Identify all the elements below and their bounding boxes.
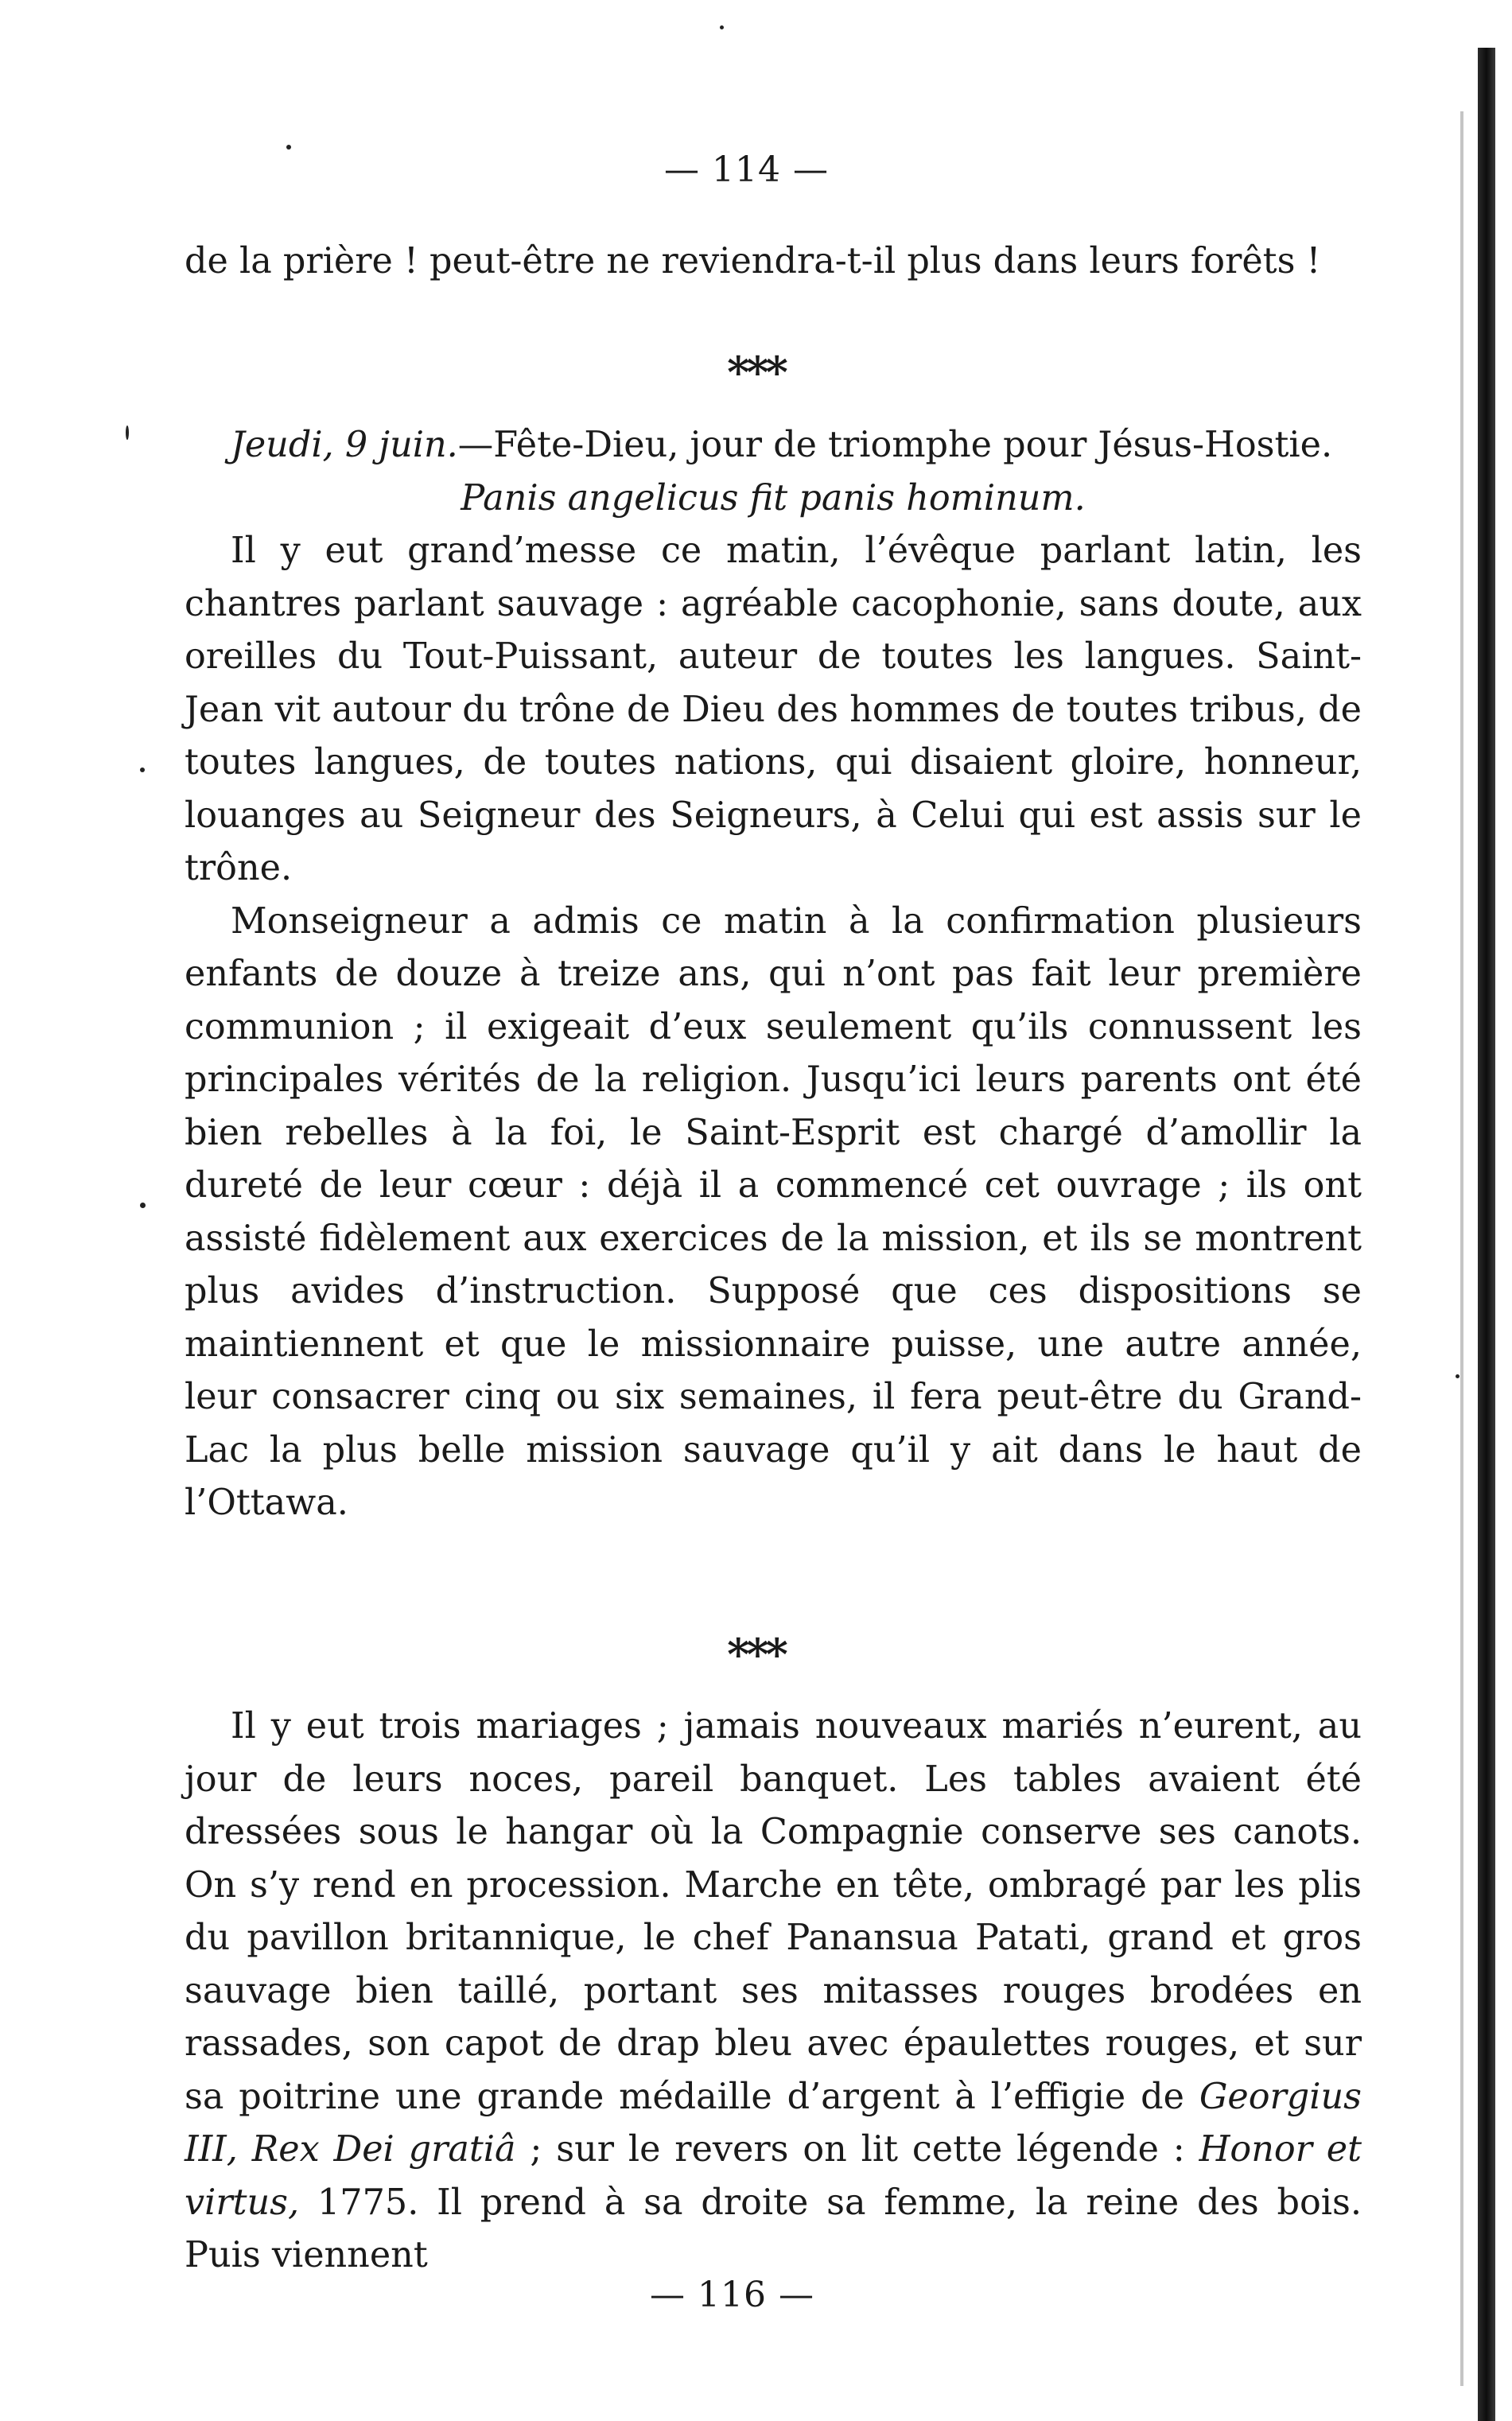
- text-block-mariages: [185, 1700, 1362, 2283]
- asterism-divider-1: [0, 347, 1512, 398]
- medal-legend: Honor et virtus,: [185, 2129, 1362, 2223]
- mariages-text-mid: ; sur le revers on lit cette légende :: [515, 2129, 1199, 2170]
- asterism-text: ***: [727, 1629, 785, 1680]
- print-speck: [720, 25, 724, 29]
- paragraph-confirmation: Monseigneur a admis ce matin à la confirmation plusieurs enfants de douze à treize ans, qui n’ont pas fait leur première communion ; il exigeait d’eux seulement qu’ils connussent les principales vérités de la religion. Jusqu’ici leurs parents ont été bien rebelles à la foi, le Saint-Esprit est chargé d’amollir la dureté de leur cœur : déjà il a commencé cet ouvrage ; ils ont assisté fidèlement aux exercices de la mission, et ils se montrent plus avides d’instruction. Supposé que ces dispositions se maintiennent et que le missionnaire puisse, une autre année, leur consacrer cinq ou six semaines, il fera peut-être du Grand-Lac la plus belle mission sauvage qu’il y ait dans le haut de l’Ottawa.: [185, 900, 1362, 1523]
- text-block-opening: [185, 235, 1362, 289]
- page-number-top: — 114 —: [664, 150, 829, 190]
- asterism-divider-2: [0, 1629, 1512, 1680]
- binding-edge-line: [1460, 111, 1463, 2386]
- date-paragraph: [185, 419, 1362, 472]
- mariages-text-end: 1775. Il prend à sa droite sa femme, la reine des bois. Puis viennent: [185, 2182, 1362, 2275]
- date-label: Jeudi, 9 juin.: [231, 425, 458, 465]
- mariages-text-start: Il y eut trois mariages ; jamais nouveaux mariés n’eurent, au jour de leurs noces, pareil banquet. Les tables avaient été dressées sous le hangar où la Compagnie conserve ses canots. On s’y rend en procession. Marche en tête, ombragé par les plis du pavillon britannique, le chef Panansua Patati, grand et gros sauvage bien taillé, portant ses mitasses rouges brodées en rassades, son capot de drap bleu avec épaulettes rouges, et sur sa poitrine une grande médaille d’argent à l’effigie de: [185, 1706, 1362, 2117]
- print-speck: [140, 1203, 146, 1208]
- print-speck: [126, 426, 129, 440]
- date-rest: —Fête-Dieu, jour de triomphe pour Jésus-Hostie.: [457, 425, 1333, 465]
- paragraph-grand-messe: Il y eut grand’messe ce matin, l’évêque parlant latin, les chantres parlant sauvage : agréable cacophonie, sans doute, aux oreilles du Tout-Puissant, auteur de toutes les langues. Saint-Jean vit autour du trône de Dieu des hommes de toutes tribus, de toutes langues, de toutes nations, qui disaient gloire, honneur, louanges au Seigneur des Seigneurs, à Celui qui est assis sur le trône.: [185, 530, 1362, 888]
- effigy-inscription: Georgius III, Rex Dei gratiâ: [185, 2076, 1362, 2170]
- opening-paragraph: de la prière ! peut-être ne reviendra-t-il plus dans leurs forêts !: [185, 241, 1321, 282]
- asterism-text: ***: [727, 347, 785, 398]
- text-block-fete-dieu: [185, 419, 1362, 1530]
- latin-quote: Panis angelicus fit panis hominum.: [461, 477, 1086, 519]
- print-speck: [1456, 1374, 1460, 1378]
- page-number-bottom: — 116 —: [650, 2275, 814, 2315]
- paragraph-mariages: [185, 1700, 1362, 2283]
- binding-shadow: [1478, 48, 1495, 2421]
- print-speck: [140, 767, 145, 772]
